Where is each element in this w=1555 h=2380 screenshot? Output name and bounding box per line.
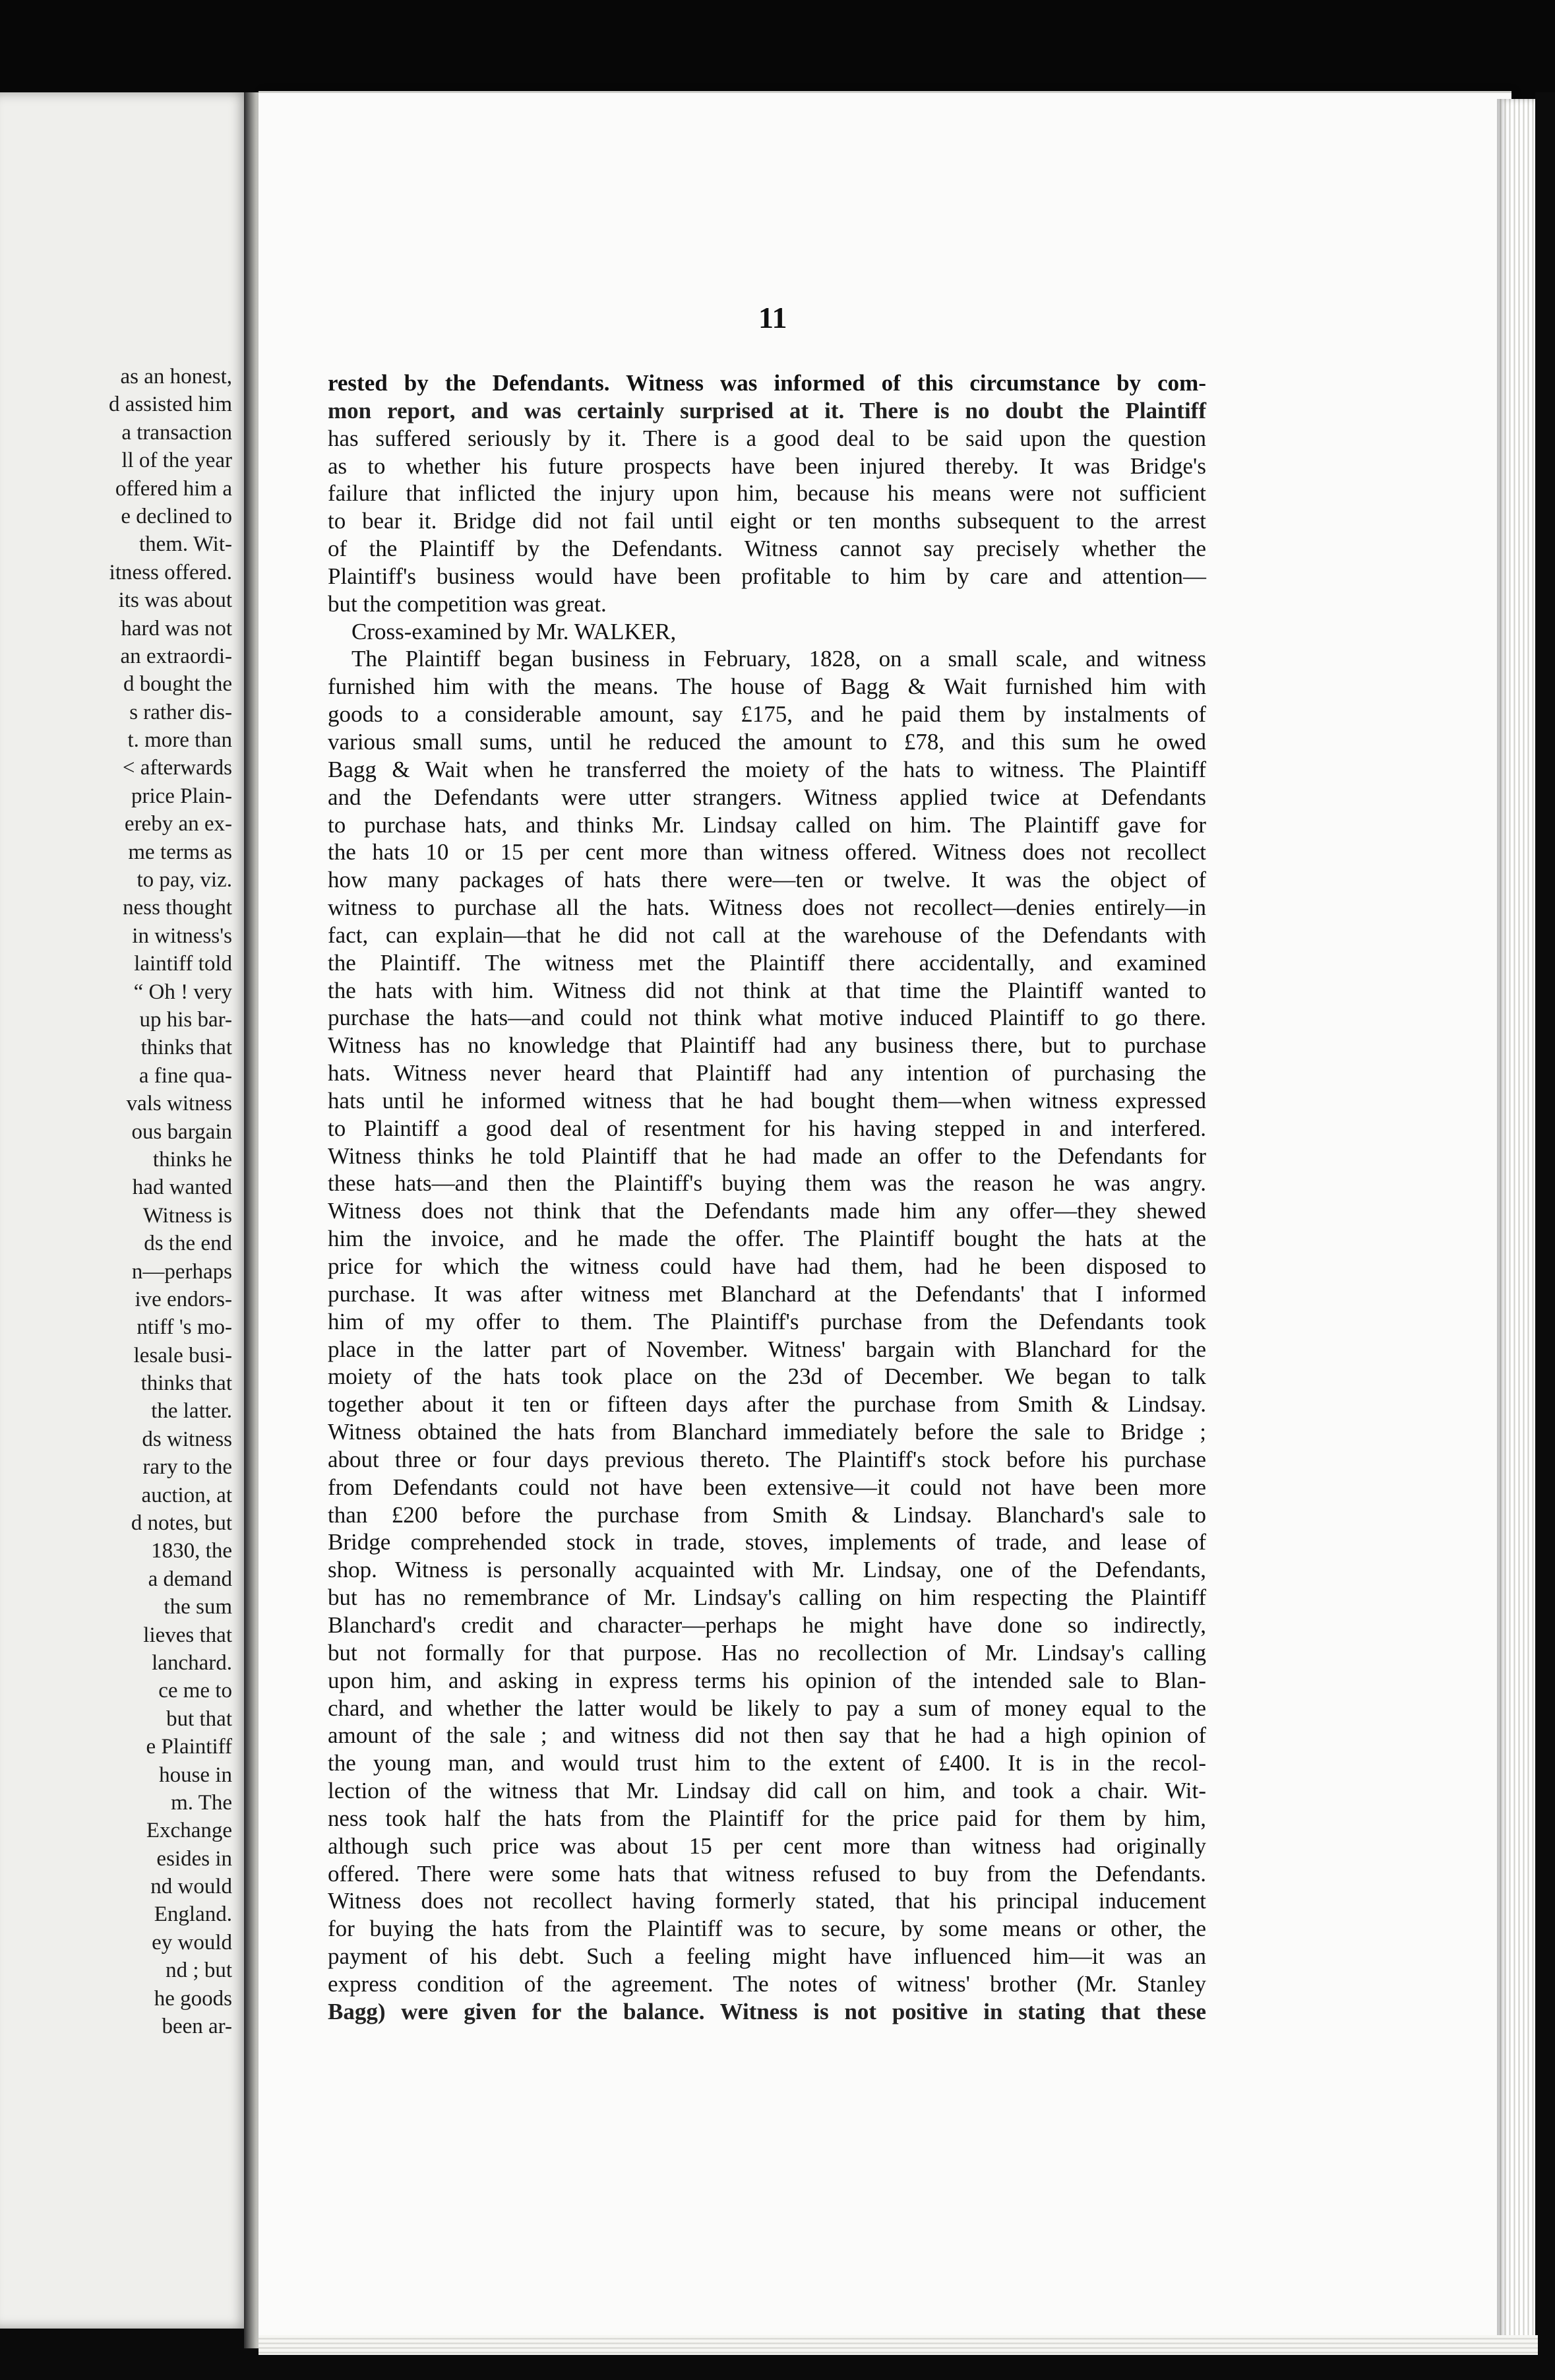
text-line: together about it ten or fifteen days after the purchase from Smith & Lindsay. bbox=[328, 1391, 1206, 1418]
text-line: Plaintiff's business would have been profitable to him by care and attention— bbox=[328, 563, 1206, 589]
facing-page-line: but that bbox=[166, 1707, 232, 1731]
text-line: payment of his debt. Such a feeling might have influenced him—it was an bbox=[328, 1943, 1206, 1970]
text-line: how many packages of hats there were—ten or twelve. It was the object of bbox=[328, 867, 1206, 893]
facing-page-line: thinks he bbox=[152, 1147, 232, 1172]
text-line: as to whether his future prospects have been injured thereby. It was Bridge's bbox=[328, 453, 1206, 479]
facing-page-line: been ar- bbox=[162, 2015, 232, 2039]
facing-page-line: offered him a bbox=[115, 476, 232, 501]
text-line: price for which the witness could have had them, had he been disposed to bbox=[328, 1253, 1206, 1279]
text-line: about three or four days previous thereto. The Plaintiff's stock before his purchase bbox=[328, 1446, 1206, 1472]
text-line: of the Plaintiff by the Defendants. Witness cannot say precisely whether the bbox=[328, 536, 1206, 562]
facing-page-line: a transaction bbox=[121, 420, 232, 445]
text-line: but not formally for that purpose. Has no recollection of Mr. Lindsay's calling bbox=[328, 1639, 1206, 1666]
text-line: than £200 before the purchase from Smith & Lindsay. Blanchard's sale to bbox=[328, 1501, 1206, 1528]
text-line: Witness does not recollect having formerly stated, that his principal inducement bbox=[328, 1888, 1206, 1914]
body-text bbox=[328, 369, 1206, 2026]
facing-page bbox=[0, 92, 251, 2329]
text-line: fact, can explain—that he did not call at the warehouse of the Defendants with bbox=[328, 922, 1206, 948]
facing-page-line: its was about bbox=[118, 588, 232, 613]
text-line: the hats 10 or 15 per cent more than witness offered. Witness does not recollect bbox=[328, 839, 1206, 865]
facing-page-line: in witness's bbox=[132, 924, 232, 948]
facing-page-line: price Plain- bbox=[131, 784, 232, 808]
text-line: ness took half the hats from the Plaintiff for the price paid for them by him, bbox=[328, 1805, 1206, 1831]
text-line: Bagg) were given for the balance. Witness is not positive in stating that these bbox=[328, 1998, 1206, 2024]
text-line: these hats—and then the Plaintiff's buying them was the reason he was angry. bbox=[328, 1170, 1206, 1197]
text-line: The Plaintiff began business in February, 1828, on a small scale, and witness bbox=[351, 646, 1206, 672]
text-line: place in the latter part of November. Witness' bargain with Blanchard for the bbox=[328, 1336, 1206, 1362]
text-line: furnished him with the means. The house of Bagg & Wait furnished him with bbox=[328, 673, 1206, 700]
facing-page-line: m. The bbox=[171, 1790, 232, 1815]
facing-page-line: d notes, but bbox=[131, 1511, 232, 1536]
facing-page-line: t. more than bbox=[127, 728, 232, 753]
text-line: hats until he informed witness that he had bought them—when witness expressed bbox=[328, 1087, 1206, 1113]
facing-page-line: ous bargain bbox=[131, 1119, 232, 1144]
text-line: mon report, and was certainly surprised at it. There is no doubt the Plaintiff bbox=[328, 397, 1206, 423]
text-line: but has no remembrance of Mr. Lindsay's calling on him respecting the Plaintiff bbox=[328, 1584, 1206, 1611]
text-line: goods to a considerable amount, say £175, and he paid them by instalments of bbox=[328, 701, 1206, 728]
text-line: Bagg & Wait when he transferred the moiety of the hats to witness. The Plaintiff bbox=[328, 756, 1206, 782]
facing-page-line: < afterwards bbox=[122, 756, 232, 780]
scan-background-right bbox=[1535, 92, 1555, 2380]
text-line: and the Defendants were utter strangers. Witness applied twice at Defendants bbox=[328, 784, 1206, 810]
text-line: amount of the sale ; and witness did not then say that he had a high opinion of bbox=[328, 1722, 1206, 1749]
facing-page-line: esides in bbox=[156, 1846, 232, 1871]
text-line: the Plaintiff. The witness met the Plaintiff there accidentally, and examined bbox=[328, 949, 1206, 976]
facing-page-line: up his bar- bbox=[139, 1007, 232, 1032]
text-line: moiety of the hats took place on the 23d of December. We began to talk bbox=[328, 1363, 1206, 1390]
scan-background bbox=[0, 0, 1555, 99]
facing-page-line: he goods bbox=[154, 1986, 232, 2011]
facing-page-line: to pay, viz. bbox=[137, 868, 232, 892]
text-line: although such price was about 15 per cent more than witness had originally bbox=[328, 1832, 1206, 1859]
facing-page-line: a demand bbox=[148, 1567, 232, 1591]
facing-page-line: the sum bbox=[164, 1595, 232, 1619]
facing-page-line: lesale busi- bbox=[133, 1343, 232, 1367]
facing-page-line: as an honest, bbox=[120, 365, 232, 389]
facing-page-line: had wanted bbox=[132, 1175, 232, 1200]
facing-page-line: ness thought bbox=[123, 896, 232, 920]
text-line: lection of the witness that Mr. Lindsay did call on him, and took a chair. Wit- bbox=[328, 1778, 1206, 1804]
facing-page-line: lanchard. bbox=[152, 1650, 232, 1675]
text-line: Bridge comprehended stock in trade, stoves, implements of trade, and lease of bbox=[328, 1529, 1206, 1555]
facing-page-line: auction, at bbox=[141, 1483, 232, 1507]
facing-page-line: Witness is bbox=[142, 1203, 232, 1228]
text-line: purchase the hats—and could not think what motive induced Plaintiff to go there. bbox=[328, 1005, 1206, 1031]
text-line: witness to purchase all the hats. Witness does not recollect—denies entirely—in bbox=[328, 894, 1206, 921]
text-line: to bear it. Bridge did not fail until eight or ten months subsequent to the arrest bbox=[328, 508, 1206, 534]
text-line: the young man, and would trust him to the extent of £400. It is in the recol- bbox=[328, 1750, 1206, 1776]
text-line: rested by the Defendants. Witness was informed of this circumstance by com- bbox=[328, 370, 1206, 396]
facing-page-line: ll of the year bbox=[121, 449, 232, 473]
facing-page-line: an extraordi- bbox=[120, 644, 232, 668]
text-line: express condition of the agreement. The notes of witness' brother (Mr. Stanley bbox=[328, 1970, 1206, 1997]
text-line: offered. There were some hats that witness refused to buy from the Defendants. bbox=[328, 1860, 1206, 1887]
facing-page-line: vals witness bbox=[126, 1092, 232, 1116]
facing-page-line: thinks that bbox=[140, 1036, 232, 1060]
facing-page-line: “ Oh ! very bbox=[133, 980, 232, 1004]
page-number: 11 bbox=[758, 301, 787, 334]
text-line: to Plaintiff a good deal of resentment for his having stepped in and interfered. bbox=[328, 1115, 1206, 1141]
text-line: upon him, and asking in express terms his opinion of the intended sale to Blan- bbox=[328, 1667, 1206, 1693]
text-line: from Defendants could not have been extensive—it could not have been more bbox=[328, 1474, 1206, 1500]
text-line: the hats with him. Witness did not think at that time the Plaintiff wanted to bbox=[328, 977, 1206, 1003]
page-bottom-edges bbox=[259, 2335, 1538, 2355]
facing-page-line: England. bbox=[154, 1902, 232, 1927]
facing-page-line: e declined to bbox=[121, 504, 232, 528]
text-line: purchase. It was after witness met Blanchard at the Defendants' that I informed bbox=[328, 1280, 1206, 1307]
facing-page-line: ereby an ex- bbox=[124, 812, 232, 836]
facing-page-line: d bought the bbox=[123, 672, 232, 697]
text-line: hats. Witness never heard that Plaintiff had any intention of purchasing the bbox=[328, 1060, 1206, 1086]
text-line: Blanchard's credit and character—perhaps he might have done so indirectly, bbox=[328, 1612, 1206, 1638]
text-line: has suffered seriously by it. There is a good deal to be said upon the question bbox=[328, 425, 1206, 451]
facing-page-line: thinks that bbox=[140, 1371, 232, 1396]
text-line: but the competition was great. bbox=[328, 590, 607, 617]
facing-page-line: s rather dis- bbox=[129, 700, 232, 724]
text-line: chard, and whether the latter would be likely to pay a sum of money equal to the bbox=[328, 1695, 1206, 1721]
facing-page-line: a fine qua- bbox=[138, 1063, 232, 1088]
text-line: Witness does not think that the Defendants made him any offer—they shewed bbox=[328, 1198, 1206, 1224]
facing-page-line: ey would bbox=[152, 1930, 232, 1955]
facing-page-line: 1830, the bbox=[151, 1539, 232, 1563]
text-line: Witness thinks he told Plaintiff that he had made an offer to the Defendants for bbox=[328, 1143, 1206, 1169]
facing-page-line: e Plaintiff bbox=[146, 1735, 232, 1759]
facing-page-line: ds the end bbox=[144, 1232, 232, 1256]
facing-page-line: ds witness bbox=[142, 1427, 232, 1451]
facing-page-line: lieves that bbox=[143, 1623, 232, 1647]
text-line: shop. Witness is personally acquainted with Mr. Lindsay, one of the Defendants, bbox=[328, 1557, 1206, 1583]
facing-page-text bbox=[0, 363, 232, 2040]
facing-page-line: me terms as bbox=[128, 840, 232, 864]
facing-page-line: nd ; but bbox=[166, 1958, 232, 1983]
facing-page-line: ive endors- bbox=[135, 1287, 232, 1311]
facing-page-line: Exchange bbox=[146, 1819, 232, 1843]
text-line: various small sums, until he reduced the amount to £78, and this sum he owed bbox=[328, 728, 1206, 755]
page-edges bbox=[1497, 99, 1537, 2342]
text-line: Witness has no knowledge that Plaintiff had any business there, but to purchase bbox=[328, 1032, 1206, 1059]
text-line: him of my offer to them. The Plaintiff's purchase from the Defendants took bbox=[328, 1308, 1206, 1334]
facing-page-line: itness offered. bbox=[109, 560, 232, 584]
text-line: Cross-examined by Mr. WALKER, bbox=[351, 618, 677, 644]
facing-page-line: n—perhaps bbox=[131, 1259, 232, 1284]
facing-page-line: the latter. bbox=[151, 1399, 232, 1424]
text-line: him the invoice, and he made the offer. The Plaintiff bought the hats at the bbox=[328, 1226, 1206, 1252]
facing-page-line: ntiff 's mo- bbox=[137, 1315, 232, 1340]
text-line: Witness obtained the hats from Blanchard immediately before the sale to Bridge ; bbox=[328, 1419, 1206, 1445]
facing-page-line: them. Wit- bbox=[138, 532, 232, 557]
facing-page-line: house in bbox=[159, 1763, 232, 1787]
text-line: failure that inflicted the injury upon him, because his means were not sufficient bbox=[328, 480, 1206, 507]
facing-page-line: rary to the bbox=[142, 1455, 232, 1480]
facing-page-line: hard was not bbox=[121, 616, 232, 641]
facing-page-line: ce me to bbox=[158, 1679, 232, 1703]
facing-page-line: laintiff told bbox=[134, 952, 232, 976]
text-line: to purchase hats, and thinks Mr. Lindsay called on him. The Plaintiff gave for bbox=[328, 811, 1206, 838]
facing-page-line: nd would bbox=[150, 1875, 232, 1899]
facing-page-line: d assisted him bbox=[109, 392, 232, 417]
text-line: for buying the hats from the Plaintiff was to secure, by some means or other, the bbox=[328, 1916, 1206, 1942]
